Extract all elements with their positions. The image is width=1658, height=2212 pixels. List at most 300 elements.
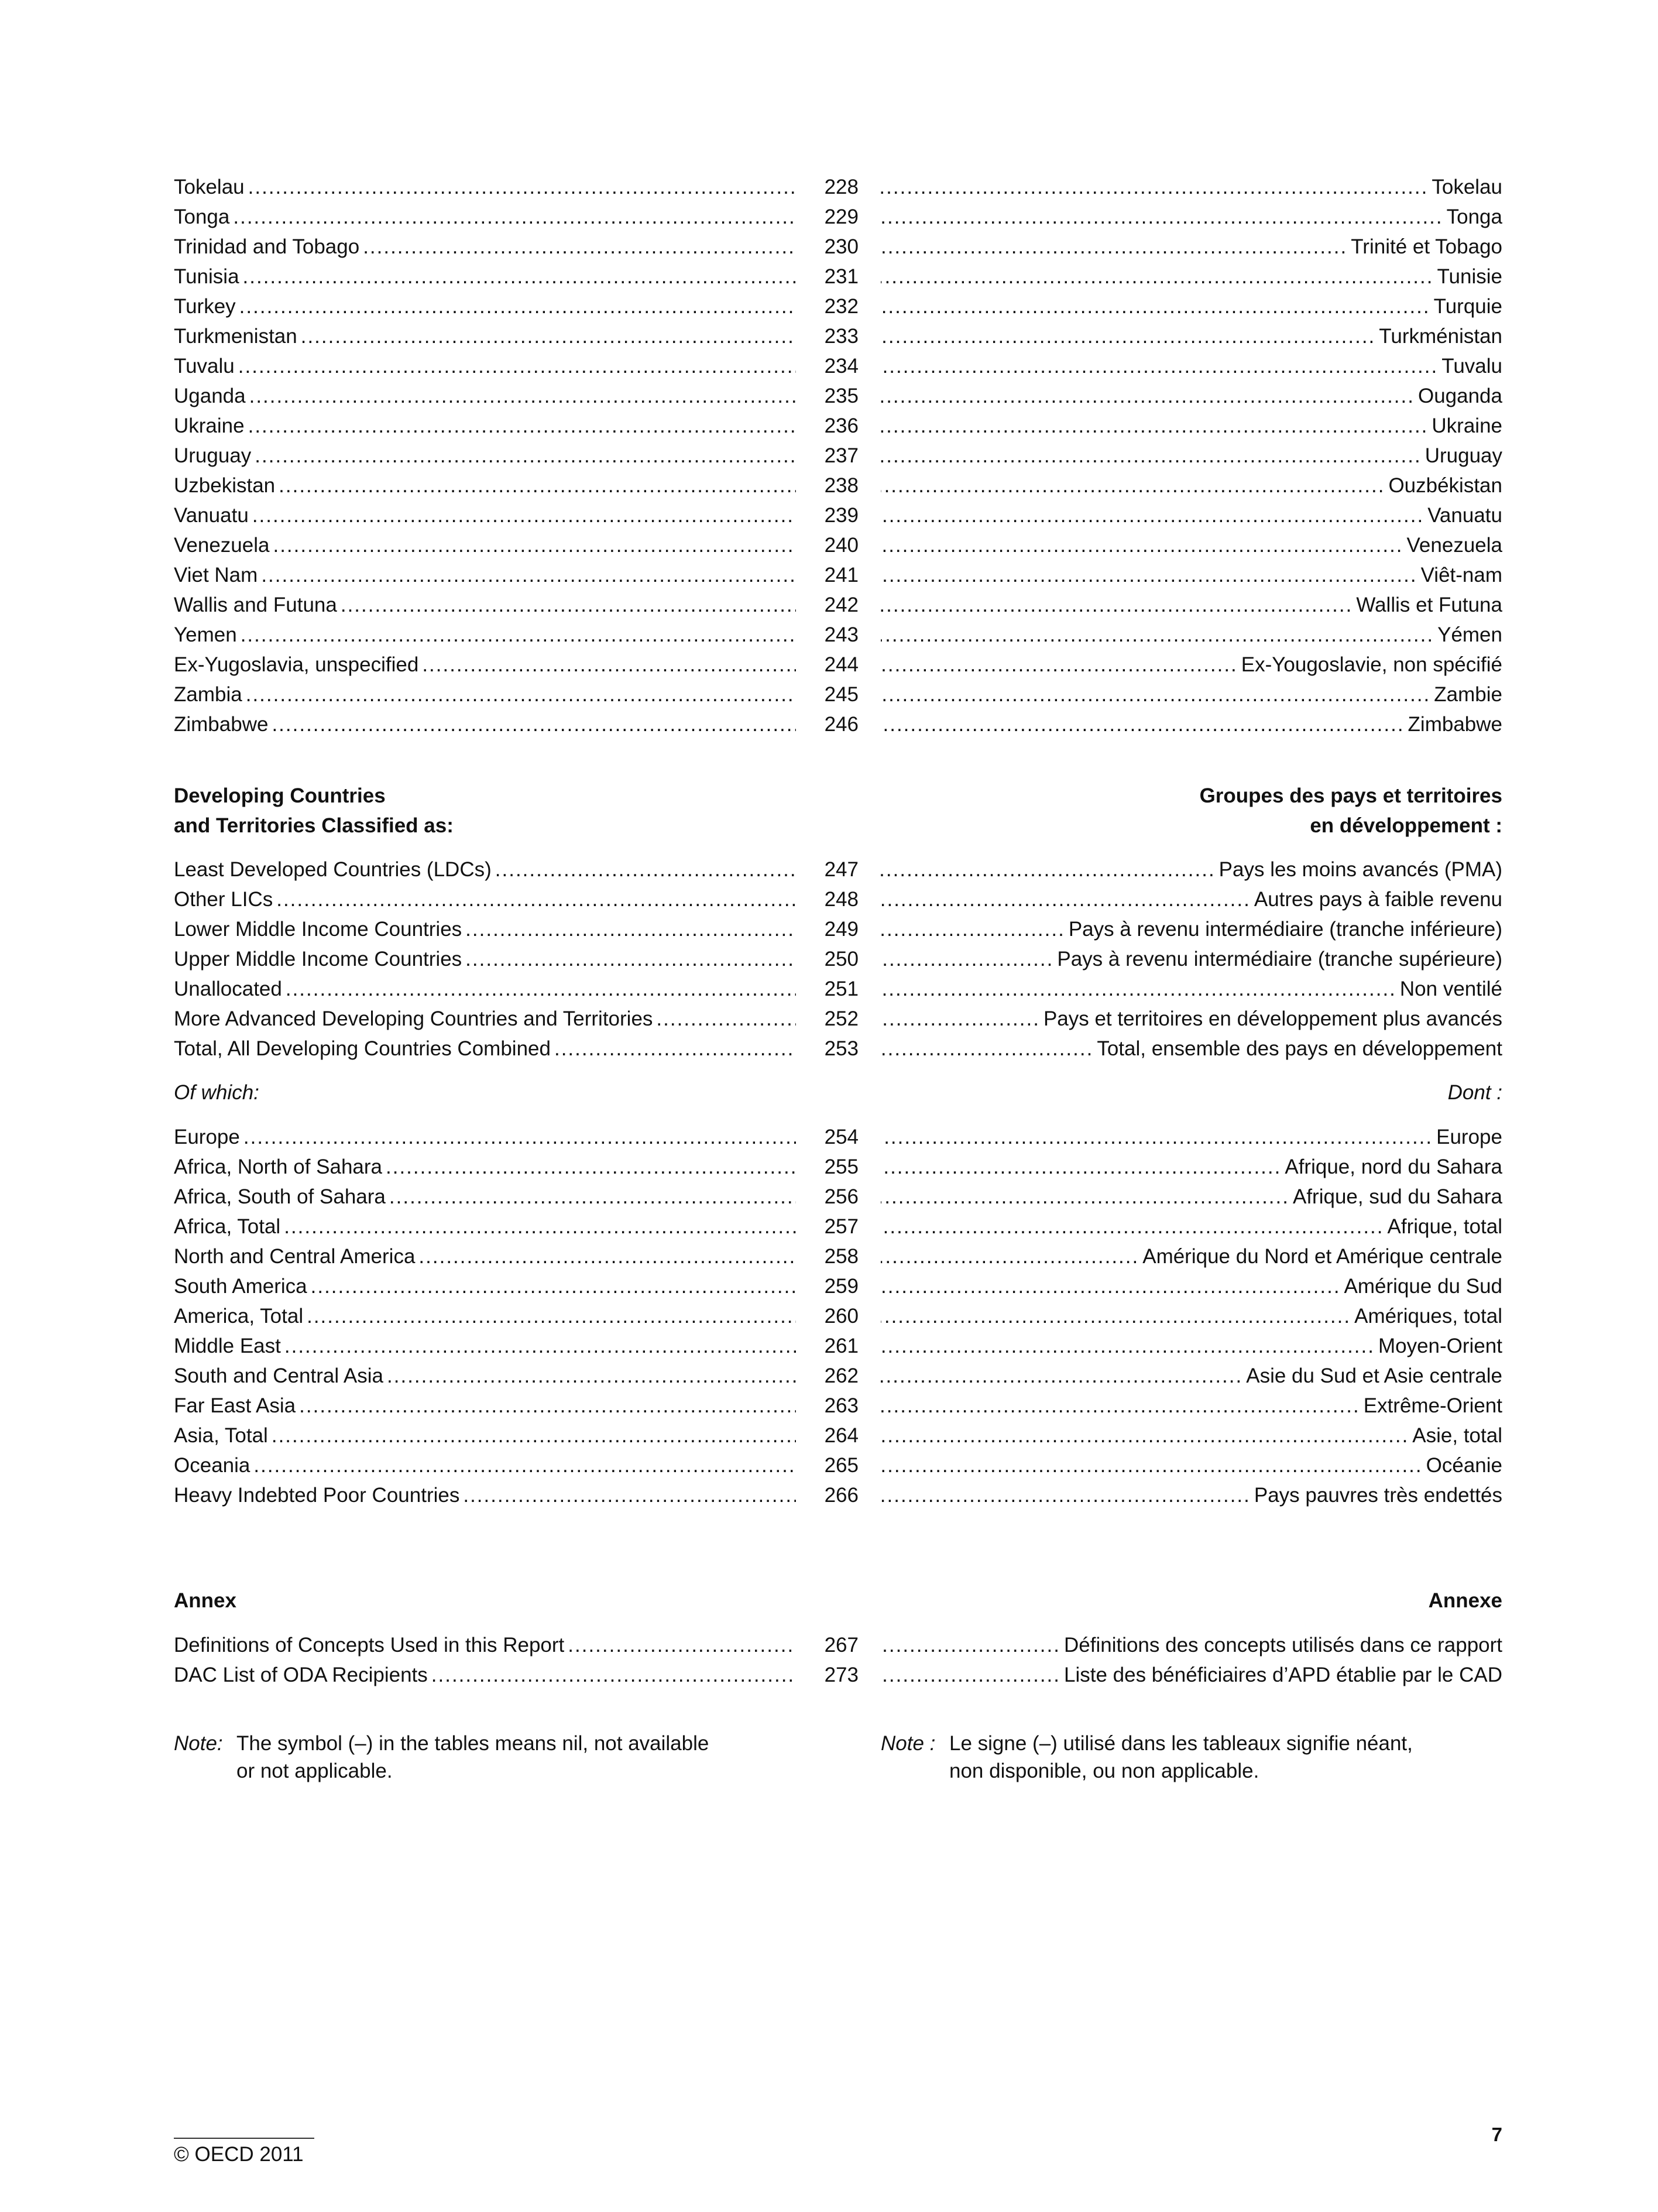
toc-entry-en bbox=[174, 1660, 796, 1690]
toc-page-number: 252 bbox=[824, 1007, 859, 1030]
toc-entry bbox=[174, 1450, 1502, 1480]
copyright: © OECD 2011 bbox=[174, 2143, 304, 2166]
toc-entry bbox=[174, 560, 1502, 590]
developing-heading bbox=[174, 781, 1502, 841]
annex-heading-en: Annex bbox=[174, 1589, 236, 1612]
toc-label-en: Other LICs bbox=[174, 888, 273, 911]
toc-entry bbox=[174, 1122, 1502, 1152]
note-en-line1: The symbol (–) in the tables means nil, not available bbox=[236, 1732, 709, 1755]
toc-entry bbox=[174, 1391, 1502, 1421]
toc-entry-fr bbox=[881, 855, 1502, 884]
toc-entry-fr bbox=[881, 441, 1502, 471]
dot-leader bbox=[881, 914, 1065, 944]
dot-leader bbox=[881, 944, 1053, 974]
toc-label-en: South America bbox=[174, 1275, 307, 1298]
dot-leader bbox=[881, 202, 1443, 232]
dot-leader bbox=[881, 1450, 1423, 1480]
toc-page-number: 264 bbox=[824, 1424, 859, 1447]
toc-entry-fr bbox=[881, 1630, 1502, 1660]
toc-entry bbox=[174, 590, 1502, 620]
toc-entry-en bbox=[174, 1391, 796, 1421]
toc-label-en: Turkey bbox=[174, 295, 236, 318]
toc-entry-fr bbox=[881, 471, 1502, 500]
toc-entry-en bbox=[174, 411, 796, 441]
toc-entry bbox=[174, 1361, 1502, 1391]
dot-leader bbox=[238, 351, 796, 381]
toc-entry bbox=[174, 680, 1502, 709]
annex-section bbox=[174, 1630, 1502, 1690]
toc-label-fr: Ex-Yougoslavie, non spécifié bbox=[1241, 653, 1502, 676]
toc-label-fr: Wallis et Futuna bbox=[1356, 594, 1502, 616]
note-fr-line1: Le signe (–) utilisé dans les tableaux signifie néant, bbox=[949, 1732, 1413, 1755]
toc-entry-en bbox=[174, 351, 796, 381]
toc-page-number: 267 bbox=[824, 1634, 859, 1657]
toc-page-number: 256 bbox=[824, 1185, 859, 1208]
toc-label-fr: Uruguay bbox=[1424, 444, 1502, 467]
toc-page-number: 232 bbox=[824, 295, 859, 318]
toc-entry bbox=[174, 1242, 1502, 1271]
toc-page-number: 241 bbox=[824, 564, 859, 587]
dot-leader bbox=[463, 1480, 796, 1510]
dot-leader bbox=[272, 1421, 796, 1450]
dot-leader bbox=[243, 262, 796, 291]
toc-entry bbox=[174, 321, 1502, 351]
toc-entry-fr bbox=[881, 680, 1502, 709]
toc-label-en: Heavy Indebted Poor Countries bbox=[174, 1484, 460, 1507]
toc-page-number: 237 bbox=[824, 444, 859, 467]
toc-entry-en bbox=[174, 1271, 796, 1301]
toc-label-en: Uzbekistan bbox=[174, 474, 276, 497]
toc-label-en: Wallis and Futuna bbox=[174, 594, 337, 616]
dot-leader bbox=[881, 530, 1403, 560]
note-fr-line2: non disponible, ou non applicable. bbox=[949, 1760, 1259, 1782]
dot-leader bbox=[465, 914, 796, 944]
toc-entry-fr bbox=[881, 560, 1502, 590]
toc-label-fr: Asie du Sud et Asie centrale bbox=[1246, 1364, 1502, 1387]
toc-page-number: 251 bbox=[824, 978, 859, 1000]
dot-leader bbox=[881, 1004, 1040, 1034]
toc-label-fr: Autres pays à faible revenu bbox=[1254, 888, 1502, 911]
dot-leader bbox=[881, 1212, 1384, 1242]
toc-entry-fr bbox=[881, 351, 1502, 381]
toc-entry-en bbox=[174, 202, 796, 232]
toc-label-fr: Trinité et Tobago bbox=[1351, 235, 1502, 258]
toc-label-fr: Zimbabwe bbox=[1408, 713, 1502, 736]
toc-label-fr: Non ventilé bbox=[1399, 978, 1502, 1000]
toc-label-fr: Europe bbox=[1436, 1126, 1502, 1148]
annex-list bbox=[174, 1630, 1502, 1690]
dot-leader bbox=[248, 411, 796, 441]
toc-entry bbox=[174, 1480, 1502, 1510]
toc-label-en: Zimbabwe bbox=[174, 713, 269, 736]
toc-entry-fr bbox=[881, 590, 1502, 620]
toc-label-fr: Vanuatu bbox=[1427, 504, 1502, 527]
toc-label-en: Tunisia bbox=[174, 265, 239, 288]
toc-entry-en bbox=[174, 1212, 796, 1242]
toc-entry bbox=[174, 1421, 1502, 1450]
toc-label-fr: Pays à revenu intermédiaire (tranche supérieure) bbox=[1057, 948, 1502, 970]
toc-entry-en bbox=[174, 914, 796, 944]
annex-heading bbox=[174, 1586, 1502, 1616]
toc-label-en: Turkmenistan bbox=[174, 325, 297, 348]
toc-label-en: Trinidad and Tobago bbox=[174, 235, 360, 258]
toc-label-en: Uganda bbox=[174, 385, 246, 407]
toc-page-number: 263 bbox=[824, 1394, 859, 1417]
toc-page-number: 239 bbox=[824, 504, 859, 527]
dot-leader bbox=[881, 560, 1417, 590]
toc-page-number: 245 bbox=[824, 683, 859, 706]
toc-entry bbox=[174, 1034, 1502, 1064]
toc-label-en: Asia, Total bbox=[174, 1424, 268, 1447]
toc-entry bbox=[174, 381, 1502, 411]
annex-heading-fr: Annexe bbox=[1428, 1589, 1502, 1612]
note-fr bbox=[881, 1730, 1502, 1788]
toc-page-number: 248 bbox=[824, 888, 859, 911]
toc-label-fr: Océanie bbox=[1426, 1454, 1502, 1477]
toc-entry-en bbox=[174, 855, 796, 884]
dot-leader bbox=[239, 291, 796, 321]
toc-page-number: 266 bbox=[824, 1484, 859, 1507]
toc-entry-en bbox=[174, 471, 796, 500]
dot-leader bbox=[881, 1301, 1351, 1331]
toc-page-number: 250 bbox=[824, 948, 859, 970]
toc-label-fr: Total, ensemble des pays en développement bbox=[1097, 1037, 1502, 1060]
dot-leader bbox=[279, 471, 796, 500]
toc-entry-en bbox=[174, 441, 796, 471]
toc-page-number: 243 bbox=[824, 623, 859, 646]
dot-leader bbox=[881, 1630, 1060, 1660]
dot-leader bbox=[881, 974, 1396, 1004]
dot-leader bbox=[881, 884, 1251, 914]
countries-section bbox=[174, 172, 1502, 739]
toc-label-fr: Moyen-Orient bbox=[1378, 1335, 1502, 1357]
toc-entry bbox=[174, 884, 1502, 914]
toc-entry-en bbox=[174, 1331, 796, 1361]
dot-leader bbox=[272, 709, 796, 739]
dot-leader bbox=[881, 680, 1430, 709]
toc-entry-en bbox=[174, 680, 796, 709]
note-en-key: Note: bbox=[174, 1732, 223, 1755]
toc-entry-fr bbox=[881, 321, 1502, 351]
toc-entry-en bbox=[174, 1122, 796, 1152]
dot-leader bbox=[881, 351, 1438, 381]
toc-label-en: Far East Asia bbox=[174, 1394, 296, 1417]
toc-entry-fr bbox=[881, 500, 1502, 530]
toc-label-en: Venezuela bbox=[174, 534, 270, 557]
toc-entry-fr bbox=[881, 1391, 1502, 1421]
toc-label-en: Oceania bbox=[174, 1454, 250, 1477]
toc-entry-en bbox=[174, 1152, 796, 1182]
toc-entry-fr bbox=[881, 1152, 1502, 1182]
toc-label-fr: Asie, total bbox=[1412, 1424, 1502, 1447]
dot-leader bbox=[881, 172, 1428, 202]
dot-leader bbox=[387, 1361, 796, 1391]
toc-label-fr: Pays pauvres très endettés bbox=[1254, 1484, 1502, 1507]
toc-page-number: 228 bbox=[824, 176, 859, 198]
toc-entry-en bbox=[174, 381, 796, 411]
toc-entry-fr bbox=[881, 1212, 1502, 1242]
dot-leader bbox=[881, 1421, 1409, 1450]
note-fr-key: Note : bbox=[881, 1732, 936, 1755]
toc-entry-en bbox=[174, 560, 796, 590]
toc-entry-fr bbox=[881, 232, 1502, 262]
dot-leader bbox=[249, 381, 796, 411]
toc-label-fr: Turkménistan bbox=[1379, 325, 1502, 348]
toc-entry-fr bbox=[881, 1421, 1502, 1450]
dot-leader bbox=[284, 1212, 796, 1242]
toc-page-number: 238 bbox=[824, 474, 859, 497]
dot-leader bbox=[881, 1660, 1060, 1690]
toc-page-number: 244 bbox=[824, 653, 859, 676]
toc-label-en: America, Total bbox=[174, 1305, 304, 1328]
toc-entry-en bbox=[174, 262, 796, 291]
dot-leader bbox=[431, 1660, 796, 1690]
dot-leader bbox=[881, 1480, 1251, 1510]
toc-entry-fr bbox=[881, 944, 1502, 974]
toc-entry-fr bbox=[881, 1361, 1502, 1391]
toc-entry-fr bbox=[881, 1331, 1502, 1361]
toc-label-fr: Ukraine bbox=[1432, 414, 1502, 437]
toc-entry-fr bbox=[881, 381, 1502, 411]
toc-entry-fr bbox=[881, 1182, 1502, 1212]
toc-entry bbox=[174, 411, 1502, 441]
toc-entry-en bbox=[174, 884, 796, 914]
toc-label-en: Ukraine bbox=[174, 414, 245, 437]
toc-label-fr: Ouganda bbox=[1417, 385, 1502, 407]
toc-entry bbox=[174, 1301, 1502, 1331]
developing-heading-fr-2: en développement : bbox=[1310, 814, 1502, 837]
dot-leader bbox=[881, 855, 1216, 884]
toc-entry-en bbox=[174, 1242, 796, 1271]
dot-leader bbox=[284, 1331, 796, 1361]
toc-entry bbox=[174, 1182, 1502, 1212]
toc-page-number: 229 bbox=[824, 205, 859, 228]
toc-page-number: 234 bbox=[824, 355, 859, 378]
toc-entry bbox=[174, 855, 1502, 884]
toc-label-fr: Pays les moins avancés (PMA) bbox=[1218, 858, 1502, 881]
dot-leader bbox=[881, 291, 1430, 321]
toc-entry-fr bbox=[881, 1034, 1502, 1064]
toc-page-number: 233 bbox=[824, 325, 859, 348]
dot-leader bbox=[881, 1271, 1341, 1301]
countries-list bbox=[174, 172, 1502, 739]
toc-entry-en bbox=[174, 321, 796, 351]
toc-page-number: 255 bbox=[824, 1155, 859, 1178]
dot-leader bbox=[881, 232, 1347, 262]
toc-label-en: Lower Middle Income Countries bbox=[174, 918, 462, 941]
toc-entry-fr bbox=[881, 1271, 1502, 1301]
dot-leader bbox=[881, 1391, 1360, 1421]
toc-label-en: Europe bbox=[174, 1126, 240, 1148]
toc-label-en: DAC List of ODA Recipients bbox=[174, 1664, 428, 1686]
toc-entry-en bbox=[174, 1361, 796, 1391]
toc-label-fr: Amérique du Sud bbox=[1344, 1275, 1502, 1298]
dot-leader bbox=[881, 650, 1238, 680]
toc-page-number: 265 bbox=[824, 1454, 859, 1477]
toc-page-number: 261 bbox=[824, 1335, 859, 1357]
toc-label-fr: Venezuela bbox=[1406, 534, 1502, 557]
developing-heading-fr-1: Groupes des pays et territoires bbox=[1199, 784, 1502, 807]
toc-entry-en bbox=[174, 232, 796, 262]
toc-entry bbox=[174, 172, 1502, 202]
dot-leader bbox=[255, 441, 796, 471]
of-which-en: Of which: bbox=[174, 1081, 259, 1104]
dot-leader bbox=[881, 590, 1353, 620]
dot-leader bbox=[568, 1630, 796, 1660]
toc-label-fr: Définitions des concepts utilisés dans ce rapport bbox=[1063, 1634, 1502, 1657]
dot-leader bbox=[363, 232, 796, 262]
note-en bbox=[174, 1730, 818, 1788]
toc-entry-fr bbox=[881, 411, 1502, 441]
toc-page-number: 235 bbox=[824, 385, 859, 407]
toc-label-fr: Turquie bbox=[1433, 295, 1502, 318]
dot-leader bbox=[389, 1182, 796, 1212]
dot-leader bbox=[554, 1034, 796, 1064]
dot-leader bbox=[881, 709, 1405, 739]
dot-leader bbox=[261, 560, 796, 590]
dot-leader bbox=[422, 650, 796, 680]
toc-label-fr: Amérique du Nord et Amérique centrale bbox=[1142, 1245, 1502, 1268]
dot-leader bbox=[881, 1331, 1375, 1361]
toc-label-fr: Afrique, sud du Sahara bbox=[1292, 1185, 1502, 1208]
developing-heading-en-1: Developing Countries bbox=[174, 784, 386, 807]
toc-entry-fr bbox=[881, 291, 1502, 321]
toc-entry-en bbox=[174, 944, 796, 974]
toc-entry-fr bbox=[881, 1480, 1502, 1510]
toc-page-number: 247 bbox=[824, 858, 859, 881]
toc-label-fr: Viêt-nam bbox=[1420, 564, 1502, 587]
dot-leader bbox=[233, 202, 796, 232]
toc-label-fr: Tonga bbox=[1446, 205, 1502, 228]
toc-entry bbox=[174, 1660, 1502, 1690]
toc-entry-en bbox=[174, 620, 796, 650]
note-en-line2: or not applicable. bbox=[236, 1760, 393, 1782]
toc-label-en: South and Central Asia bbox=[174, 1364, 384, 1387]
toc-entry-en bbox=[174, 1450, 796, 1480]
toc-entry bbox=[174, 351, 1502, 381]
dot-leader bbox=[881, 1242, 1139, 1271]
dot-leader bbox=[241, 620, 796, 650]
toc-label-fr: Tokelau bbox=[1432, 176, 1502, 198]
toc-entry-fr bbox=[881, 1242, 1502, 1271]
regions-section bbox=[174, 1122, 1502, 1510]
toc-entry bbox=[174, 500, 1502, 530]
toc-entry bbox=[174, 1331, 1502, 1361]
dot-leader bbox=[341, 590, 796, 620]
dot-leader bbox=[248, 172, 796, 202]
toc-entry-en bbox=[174, 1004, 796, 1034]
toc-entry-en bbox=[174, 1630, 796, 1660]
toc-entry-en bbox=[174, 1421, 796, 1450]
toc-entry bbox=[174, 1271, 1502, 1301]
toc-entry-fr bbox=[881, 1004, 1502, 1034]
toc-label-en: Total, All Developing Countries Combined bbox=[174, 1037, 551, 1060]
toc-label-en: Middle East bbox=[174, 1335, 281, 1357]
toc-label-fr: Zambie bbox=[1434, 683, 1502, 706]
dot-leader bbox=[881, 411, 1428, 441]
toc-entry bbox=[174, 291, 1502, 321]
dot-leader bbox=[286, 974, 796, 1004]
dot-leader bbox=[881, 381, 1415, 411]
toc-label-en: Tokelau bbox=[174, 176, 245, 198]
toc-label-en: Africa, North of Sahara bbox=[174, 1155, 382, 1178]
toc-label-fr: Afrique, nord du Sahara bbox=[1285, 1155, 1502, 1178]
dot-leader bbox=[465, 944, 796, 974]
toc-entry bbox=[174, 471, 1502, 500]
dot-leader bbox=[253, 1450, 796, 1480]
toc-label-en: More Advanced Developing Countries and Territories bbox=[174, 1007, 653, 1030]
dot-leader bbox=[246, 680, 796, 709]
toc-entry-fr bbox=[881, 202, 1502, 232]
toc-label-en: Viet Nam bbox=[174, 564, 258, 587]
toc-label-en: Zambia bbox=[174, 683, 242, 706]
toc-page-number: 254 bbox=[824, 1126, 859, 1148]
footer-rule bbox=[174, 2138, 314, 2139]
toc-label-en: Vanuatu bbox=[174, 504, 249, 527]
toc-label-fr: Tunisie bbox=[1437, 265, 1502, 288]
toc-entry-en bbox=[174, 590, 796, 620]
toc-entry-fr bbox=[881, 172, 1502, 202]
toc-entry-fr bbox=[881, 1660, 1502, 1690]
toc-label-en: Tuvalu bbox=[174, 355, 235, 378]
toc-entry bbox=[174, 530, 1502, 560]
toc-label-en: Africa, South of Sahara bbox=[174, 1185, 386, 1208]
of-which-row bbox=[174, 1078, 1502, 1107]
toc-label-en: Unallocated bbox=[174, 978, 282, 1000]
dot-leader bbox=[881, 321, 1375, 351]
dot-leader bbox=[656, 1004, 796, 1034]
toc-entry-fr bbox=[881, 262, 1502, 291]
toc-label-en: Uruguay bbox=[174, 444, 252, 467]
developing-heading-en-2: and Territories Classified as: bbox=[174, 814, 454, 837]
toc-label-fr: Yémen bbox=[1437, 623, 1502, 646]
toc-page-number: 231 bbox=[824, 265, 859, 288]
toc-page-number: 236 bbox=[824, 414, 859, 437]
toc-entry-fr bbox=[881, 1301, 1502, 1331]
toc-page-number: 246 bbox=[824, 713, 859, 736]
toc-label-fr: Afrique, total bbox=[1387, 1215, 1502, 1238]
toc-page-number: 273 bbox=[824, 1664, 859, 1686]
toc-entry-fr bbox=[881, 650, 1502, 680]
toc-label-fr: Amériques, total bbox=[1354, 1305, 1502, 1328]
toc-entry-fr bbox=[881, 1450, 1502, 1480]
toc-label-en: Africa, Total bbox=[174, 1215, 281, 1238]
toc-entry bbox=[174, 1004, 1502, 1034]
toc-entry bbox=[174, 1630, 1502, 1660]
toc-label-fr: Tuvalu bbox=[1441, 355, 1502, 378]
toc-entry-fr bbox=[881, 974, 1502, 1004]
dot-leader bbox=[243, 1122, 796, 1152]
toc-label-en: North and Central America bbox=[174, 1245, 416, 1268]
toc-entry bbox=[174, 1212, 1502, 1242]
toc-entry-en bbox=[174, 974, 796, 1004]
toc-page-number: 249 bbox=[824, 918, 859, 941]
toc-page-number: 259 bbox=[824, 1275, 859, 1298]
toc-entry-en bbox=[174, 172, 796, 202]
toc-page-number: 230 bbox=[824, 235, 859, 258]
income-groups-section bbox=[174, 855, 1502, 1064]
toc-entry bbox=[174, 232, 1502, 262]
toc-entry bbox=[174, 620, 1502, 650]
dot-leader bbox=[386, 1152, 796, 1182]
toc-entry-fr bbox=[881, 914, 1502, 944]
dot-leader bbox=[418, 1242, 796, 1271]
dot-leader bbox=[881, 441, 1422, 471]
toc-entry-fr bbox=[881, 1122, 1502, 1152]
dot-leader bbox=[881, 262, 1433, 291]
toc-entry bbox=[174, 262, 1502, 291]
toc-page-number: 260 bbox=[824, 1305, 859, 1328]
